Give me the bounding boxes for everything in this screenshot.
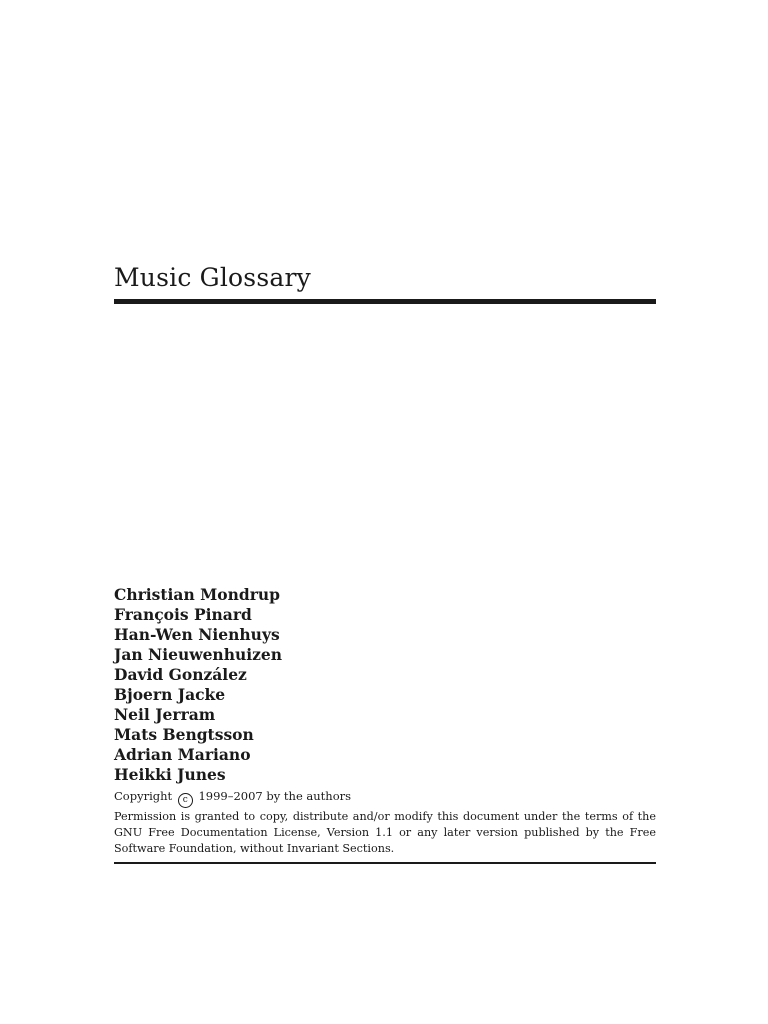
bottom-rule bbox=[114, 862, 656, 864]
copyright-prefix: Copyright bbox=[114, 789, 173, 803]
copyright-line bbox=[114, 788, 351, 808]
author-name: Jan Nieuwenhuizen bbox=[114, 645, 283, 664]
author-list bbox=[114, 585, 282, 785]
copyright-years: 1999–2007 by the authors bbox=[198, 789, 352, 803]
author-name: Christian Mondrup bbox=[114, 585, 281, 604]
author-name: Mats Bengtsson bbox=[114, 725, 254, 744]
author-name: David González bbox=[114, 665, 247, 684]
author-name: Adrian Mariano bbox=[114, 745, 251, 764]
author-name: Neil Jerram bbox=[114, 705, 216, 724]
author-name: Bjoern Jacke bbox=[114, 685, 226, 704]
author-name: Heikki Junes bbox=[114, 765, 226, 784]
title-rule bbox=[114, 299, 656, 304]
author-name: Han-Wen Nienhuys bbox=[114, 625, 280, 644]
copyright-symbol: c bbox=[178, 793, 193, 808]
document-title: Music Glossary bbox=[114, 263, 311, 292]
author-name: François Pinard bbox=[114, 605, 252, 624]
license-notice: Permission is granted to copy, distribute and/or modify this document under the terms of the GNU Free Documentation License, Version 1.1 or any later version published by the Free Software Foundation, without Invariant Sections. bbox=[114, 810, 656, 855]
